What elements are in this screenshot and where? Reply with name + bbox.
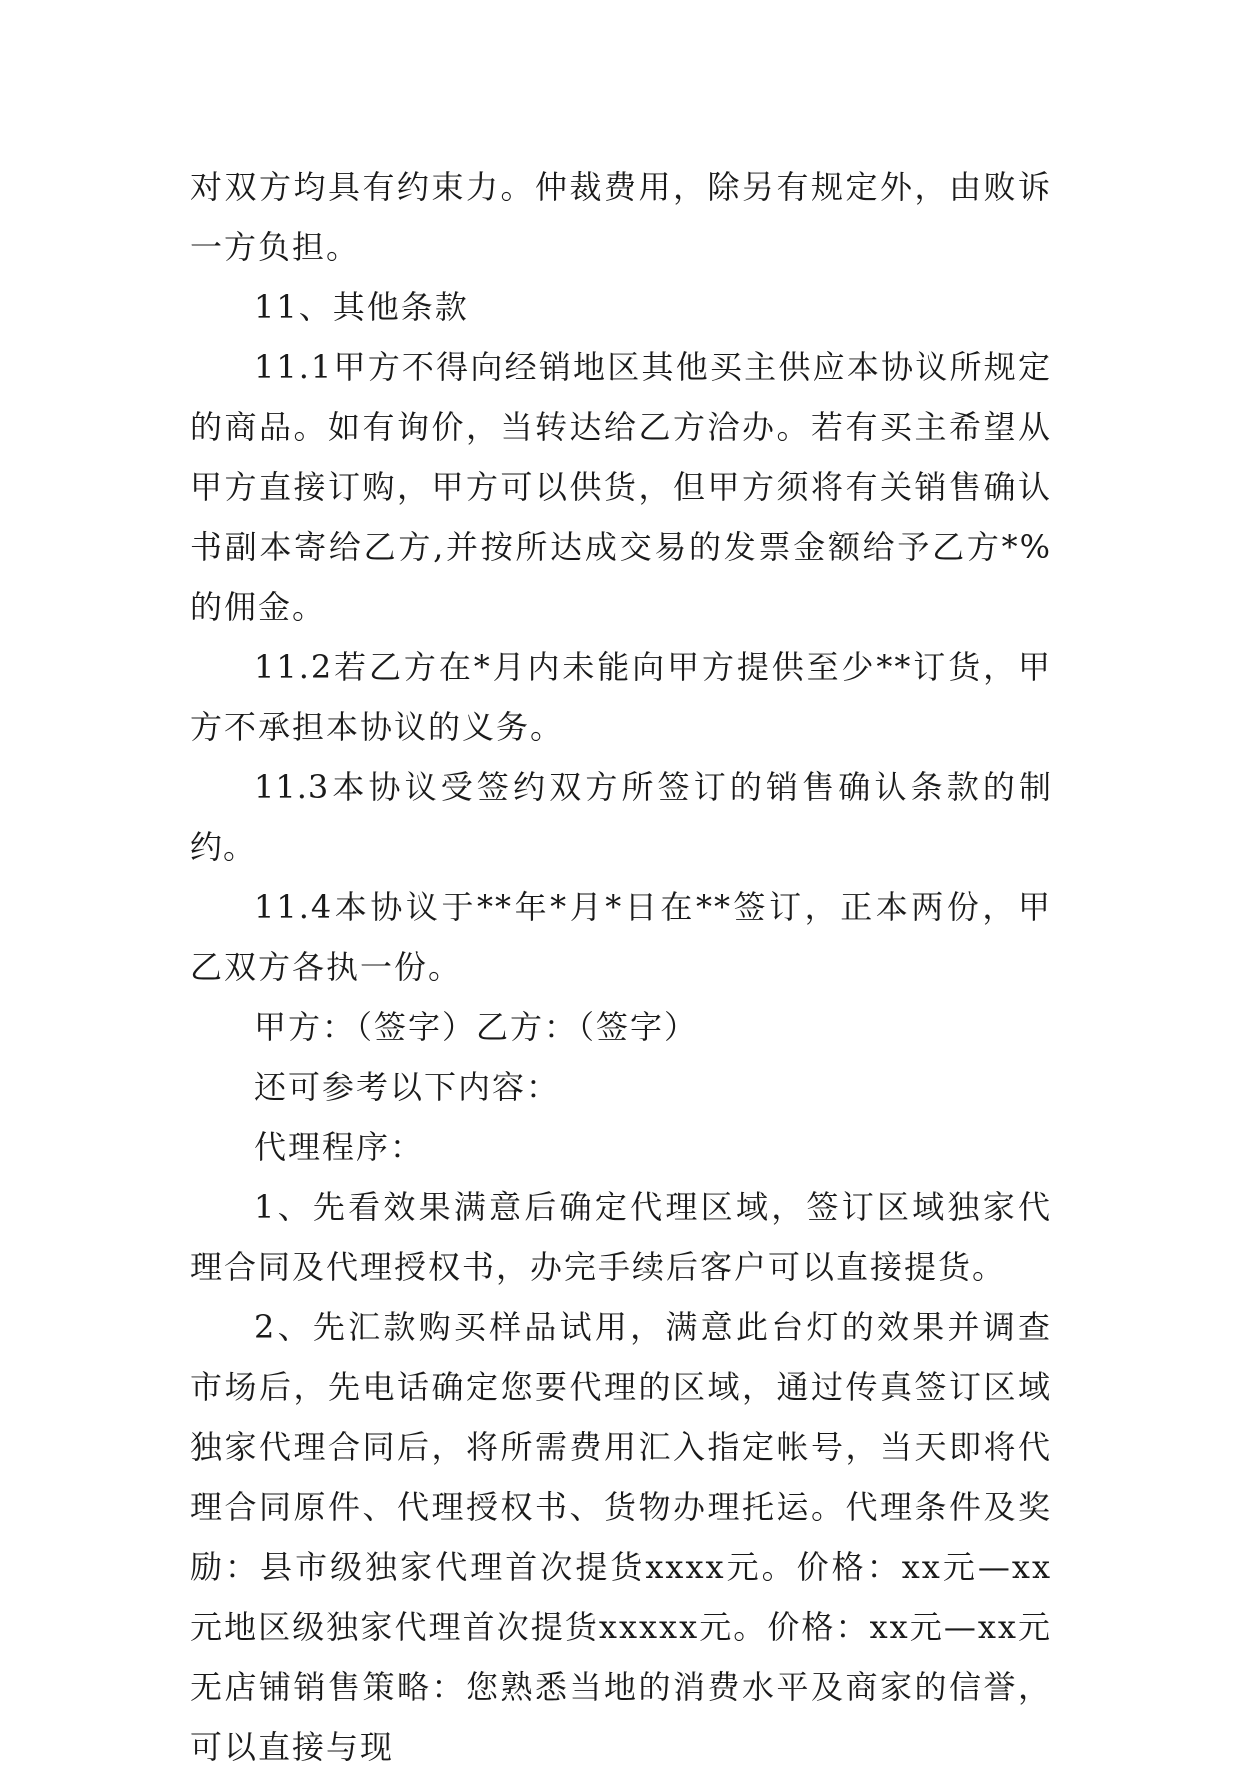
clause-11-1: 11.1甲方不得向经销地区其他买主供应本协议所规定的商品。如有询价，当转达给乙方洽办。若有买主希望从甲方直接订购，甲方可以供货，但甲方须将有关销售确认书副本寄给乙方,并按所达成交易的发票金额给予乙方*%的佣金。: [190, 348, 1052, 626]
procedure-step-1: 1、先看效果满意后确定代理区域，签订区域独家代理合同及代理授权书，办完手续后客户可以直接提货。: [190, 1188, 1052, 1286]
clause-11-3: 11.3本协议受签约双方所签订的销售确认条款的制约。: [190, 768, 1052, 866]
document-body: [190, 157, 1052, 1777]
clause-11-2: 11.2若乙方在*月内未能向甲方提供至少**订货，甲方不承担本协议的义务。: [190, 648, 1052, 746]
paragraph-arbitration-continuation: 对双方均具有约束力。仲裁费用，除另有规定外，由败诉一方负担。: [190, 168, 1052, 266]
signature-line: 甲方：（签字）乙方：（签字）: [254, 1008, 699, 1046]
agency-procedure-heading: 代理程序：: [254, 1128, 425, 1166]
procedure-step-2: 2、先汇款购买样品试用，满意此台灯的效果并调查市场后，先电话确定您要代理的区域，通过传真签订区域独家代理合同后，将所需费用汇入指定帐号，当天即将代理合同原件、代理授权书、货物办理托运。代理条件及奖励：县市级独家代理首次提货xxxx元。价格：xx元—xx元地区级独家代理首次提货xxxxx元。价格：xx元—xx元无店铺销售策略：您熟悉当地的消费水平及商家的信誉，可以直接与现: [190, 1308, 1052, 1766]
heading-other-clauses: 11、其他条款: [254, 288, 469, 326]
reference-intro: 还可参考以下内容：: [254, 1068, 561, 1106]
clause-11-4: 11.4本协议于**年*月*日在**签订，正本两份，甲乙双方各执一份。: [190, 888, 1052, 986]
